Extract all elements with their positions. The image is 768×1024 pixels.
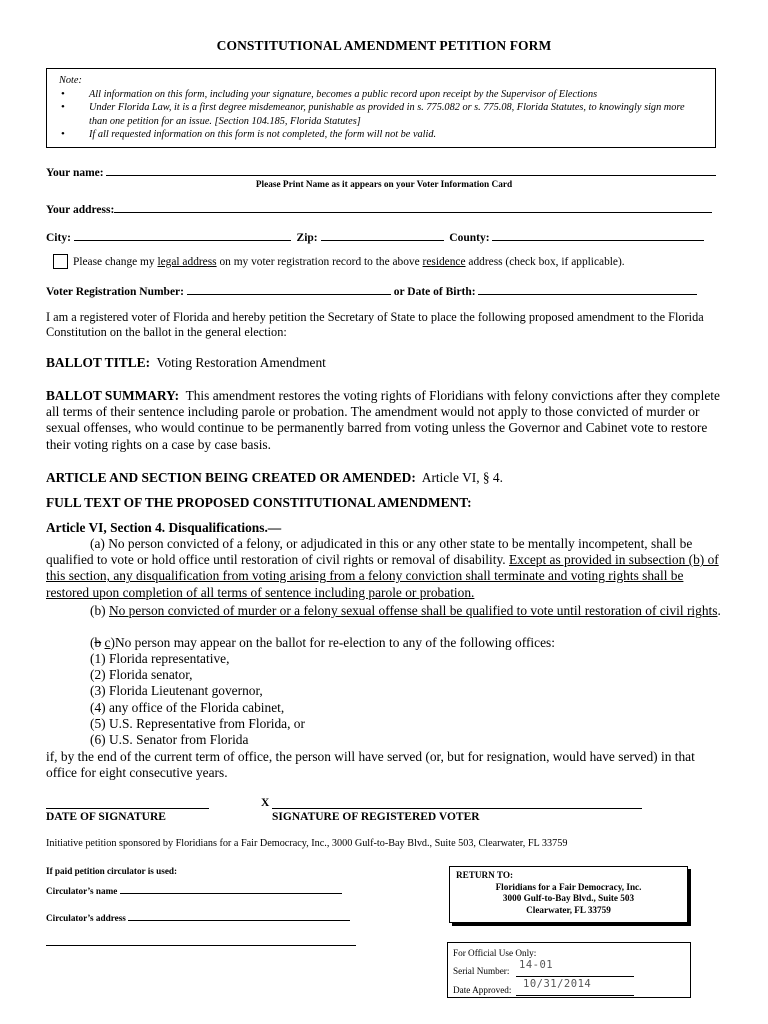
address-label: Your address: bbox=[46, 204, 115, 216]
zip-input-line[interactable] bbox=[321, 229, 444, 241]
or-label: or bbox=[393, 286, 405, 298]
name-input-line[interactable] bbox=[106, 164, 716, 176]
note-item: • Under Florida Law, it is a first degree misdemeanor, punishable as provided in s. 775.082 or s. 775.08, Florida Statutes, to knowingly sign more than one petition for an issue. [Section 104.185, Florida Statutes] bbox=[59, 101, 705, 128]
paragraph-c-new: c bbox=[104, 635, 111, 650]
date-signature-label: DATE OF SIGNATURE bbox=[46, 811, 166, 823]
serial-number-value: 14-01 bbox=[519, 959, 554, 971]
checkbox-text-residence: residence bbox=[422, 256, 466, 268]
ballot-title-row bbox=[46, 355, 326, 371]
article-value: Article VI, § 4. bbox=[421, 470, 503, 485]
circulator-address-row bbox=[46, 912, 350, 923]
zip-label: Zip: bbox=[296, 232, 318, 244]
circulator-name-row bbox=[46, 885, 342, 896]
official-use-box bbox=[447, 942, 691, 998]
address-change-checkbox[interactable] bbox=[53, 254, 68, 269]
date-signature-line[interactable] bbox=[46, 808, 209, 809]
name-row bbox=[46, 164, 716, 179]
paragraph-c-open: ( bbox=[90, 635, 95, 650]
office-item: (5) U.S. Representative from Florida, or bbox=[90, 715, 305, 731]
ballot-title: Voting Restoration Amendment bbox=[156, 355, 326, 370]
sponsor-text: Initiative petition sponsored by Floridians for a Fair Democracy, Inc., 3000 Gulf-to-Bay Blvd., Suite 503, Clearwater, FL 33759 bbox=[46, 838, 568, 849]
circulator-address-line-2[interactable] bbox=[46, 945, 356, 946]
circulator-name-line[interactable] bbox=[120, 885, 342, 894]
note-item: • If all requested information on this form is not completed, the form will not be valid. bbox=[59, 128, 705, 142]
city-row bbox=[46, 229, 704, 244]
x-mark: X bbox=[261, 797, 270, 809]
dob-input-line[interactable] bbox=[478, 283, 697, 295]
note-heading: Note: bbox=[59, 75, 82, 86]
paragraph-c bbox=[90, 635, 555, 651]
checkbox-text: Please change my bbox=[73, 256, 158, 268]
ballot-summary-text: This amendment restores the voting rights of Floridians with felony convictions after they complete all terms of their sentence including parole or probation. The amendment would not apply to those convicted of murder or sexual offenses, who would continue to be permanently barred from voting unless the Governor and Cabinet vote to restore their voting rights on a case by case basis. bbox=[46, 388, 720, 452]
paragraph-c-struck: b bbox=[94, 635, 102, 650]
date-approved-line bbox=[516, 995, 634, 996]
full-text-heading: FULL TEXT OF THE PROPOSED CONSTITUTIONAL AMENDMENT: bbox=[46, 495, 472, 510]
paragraph-b-end: . bbox=[717, 603, 721, 618]
voter-reg-label: Voter Registration Number: bbox=[46, 286, 184, 298]
form-title: CONSTITUTIONAL AMENDMENT PETITION FORM bbox=[216, 38, 552, 53]
office-item: (1) Florida representative, bbox=[90, 651, 230, 666]
office-item: (3) Florida Lieutenant governor, bbox=[90, 683, 263, 699]
circulator-heading: If paid petition circulator is used: bbox=[46, 866, 178, 876]
address-row bbox=[46, 201, 712, 216]
city-label: City: bbox=[46, 232, 71, 244]
office-item: (6) U.S. Senator from Florida bbox=[90, 732, 249, 748]
office-item: (2) Florida senator, bbox=[90, 667, 193, 683]
voter-signature-line[interactable] bbox=[272, 808, 642, 809]
name-hint: Please Print Name as it appears on your Voter Information Card bbox=[255, 180, 513, 190]
county-label: County: bbox=[449, 232, 490, 244]
county-input-line[interactable] bbox=[492, 229, 704, 241]
paragraph-c-text: )No person may appear on the ballot for re-election to any of the following offices: bbox=[110, 635, 555, 650]
return-to-heading: RETURN TO: bbox=[456, 870, 514, 880]
office-item: (4) any office of the Florida cabinet, bbox=[90, 699, 285, 715]
section-heading: Article VI, Section 4. Disqualifications.— bbox=[46, 520, 282, 535]
circulator-address-line[interactable] bbox=[128, 912, 350, 921]
ballot-title-label: BALLOT TITLE: bbox=[46, 355, 151, 370]
official-use-heading: For Official Use Only: bbox=[453, 948, 537, 958]
checkbox-text: on my voter registration record to the above bbox=[216, 256, 423, 268]
serial-number-label: Serial Number: bbox=[453, 966, 510, 976]
date-approved-value: 10/31/2014 bbox=[523, 978, 592, 990]
paragraph-a bbox=[46, 536, 722, 601]
city-input-line[interactable] bbox=[74, 229, 291, 241]
offices-list bbox=[90, 651, 305, 748]
paragraph-b-label: (b) bbox=[90, 603, 109, 618]
article-row bbox=[46, 470, 503, 486]
checkbox-text-legal: legal address bbox=[157, 256, 217, 268]
serial-number-line bbox=[516, 976, 634, 977]
return-to-line: Floridians for a Fair Democracy, Inc. bbox=[495, 881, 642, 892]
voter-reg-row bbox=[46, 283, 697, 298]
note-item: • All information on this form, including your signature, becomes a public record upon receipt by the Supervisor of Elections bbox=[59, 88, 705, 102]
ballot-summary-label: BALLOT SUMMARY: bbox=[46, 388, 180, 403]
circulator-name-label: Circulator’s name bbox=[46, 886, 118, 896]
name-label: Your name: bbox=[46, 167, 104, 179]
paragraph-b-new-text: No person convicted of murder or a felony sexual offense shall be qualified to vote until restoration of civil rights bbox=[108, 603, 718, 618]
closing-text: if, by the end of the current term of office, the person will have served (or, but for resignation, would have served) in that office for eight consecutive years. bbox=[46, 749, 695, 781]
address-change-label bbox=[73, 256, 625, 268]
voter-reg-input-line[interactable] bbox=[187, 283, 391, 295]
dob-label: Date of Birth: bbox=[407, 286, 476, 298]
article-label: ARTICLE AND SECTION BEING CREATED OR AMENDED: bbox=[46, 470, 416, 485]
note-list bbox=[59, 88, 705, 142]
return-to-box bbox=[449, 866, 688, 923]
address-input-line[interactable] bbox=[114, 201, 712, 213]
petition-statement: I am a registered voter of Florida and hereby petition the Secretary of State to place the following proposed amendment to the Florida Constitution on the ballot in the general election: bbox=[46, 310, 704, 340]
paragraph-b bbox=[46, 603, 722, 619]
return-to-line: 3000 Gulf-to-Bay Blvd., Suite 503 bbox=[502, 893, 635, 903]
voter-signature-label: SIGNATURE OF REGISTERED VOTER bbox=[272, 811, 480, 823]
return-to-line: Clearwater, FL 33759 bbox=[526, 904, 611, 915]
paragraph-a-new-text: Except as provided in subsection (b) of this section, any disqualification from voting arising from a felony conviction shall terminate and voting rights shall be restored upon completion of all terms of sentence including parole or probation. bbox=[46, 552, 719, 600]
ballot-summary bbox=[46, 388, 722, 453]
date-approved-label: Date Approved: bbox=[453, 985, 512, 995]
note-box bbox=[46, 68, 716, 148]
checkbox-text: address (check box, if applicable). bbox=[465, 256, 625, 268]
circulator-address-label: Circulator’s address bbox=[46, 913, 126, 923]
paragraph-a-text: (a) No person convicted of a felony, or adjudicated in this or any other state to be mentally incompetent, shall be qualified to vote or hold office until restoration of civil rights or removal of disability. bbox=[46, 536, 693, 568]
